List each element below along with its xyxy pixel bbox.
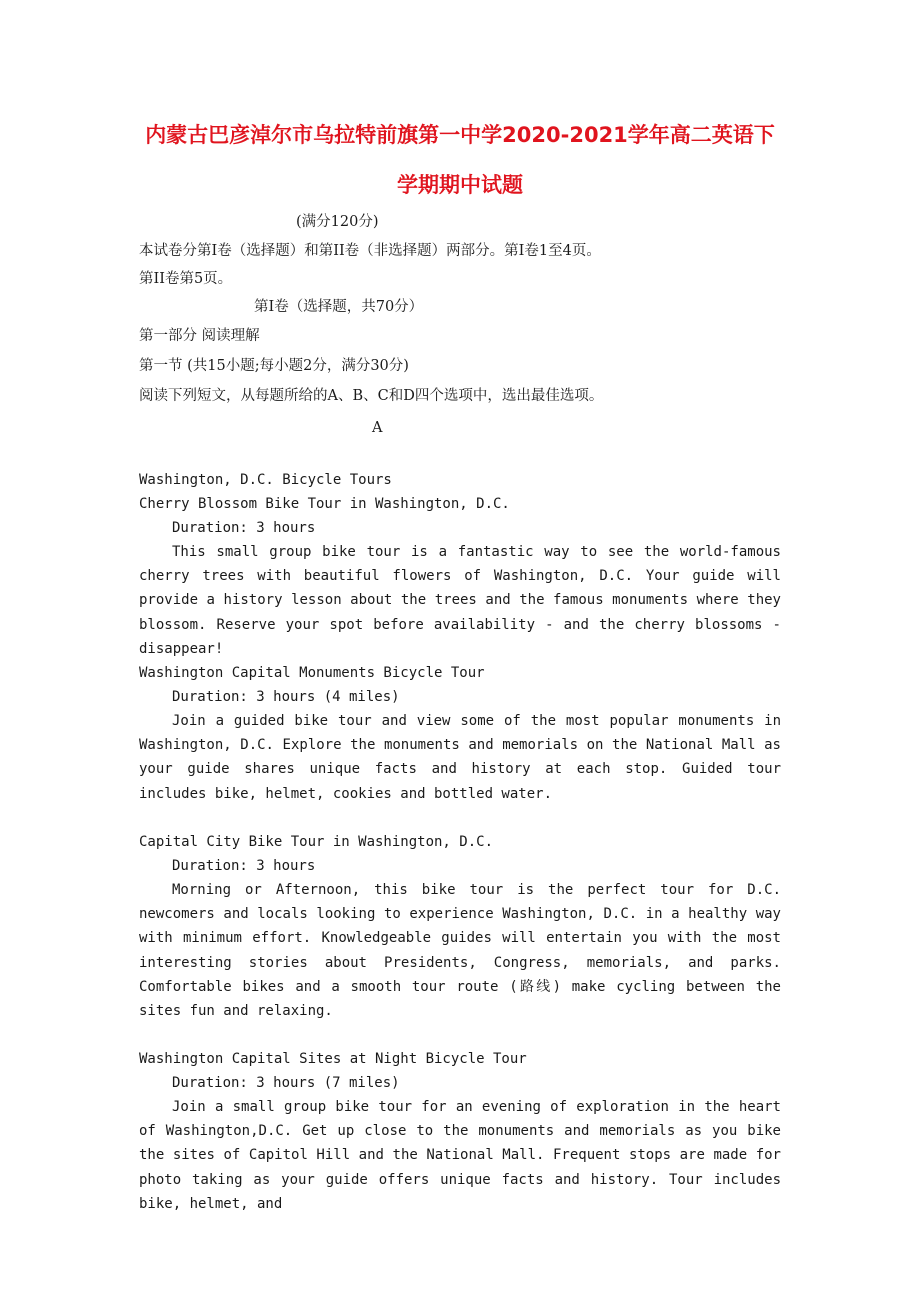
tour-description: Join a guided bike tour and view some of the most popular monuments in Washington, D.C. Explore the monuments and memorials on the National Mall as your guide shares unique facts and history at each stop. Guided tour includes bike, helmet, cookies and bottled water.: [139, 713, 781, 802]
tour-name: Washington Capital Monuments Bicycle Tour: [139, 665, 485, 681]
tour-description: Join a small group bike tour for an evening of exploration in the heart of Washington,D.C. Get up close to the monuments and memorials as you bike the sites of Capitol Hill and the National Mall. Frequent stops are made for photo taking as your guide offers unique facts and history. Tour includes bike, helmet, and: [139, 1099, 781, 1212]
intro-line-2: 第II卷第5页。: [139, 271, 233, 287]
tour-name: Capital City Bike Tour in Washington, D.C.: [139, 834, 494, 850]
title-line-2: 学期期中试题: [397, 173, 523, 197]
title-line-1: 内蒙古巴彦淖尔市乌拉特前旗第一中学2020-2021学年高二英语下: [145, 123, 775, 147]
score-note: (满分120分): [296, 214, 379, 230]
instructions: 阅读下列短文，从每题所给的A、B、C和D四个选项中，选出最佳选项。: [139, 388, 604, 404]
tour-name: Cherry Blossom Bike Tour in Washington, D.C.: [139, 496, 510, 512]
passage-label: A: [372, 420, 383, 436]
tour-duration: Duration: 3 hours: [172, 520, 316, 536]
tour-description: This small group bike tour is a fantastic way to see the world-famous cherry trees with beautiful flowers of Washington, D.C. Your guide will provide a history lesson about the trees and the famous monuments where they blossom. Reserve your spot before availability - and the cherry blossoms - disappear!: [139, 544, 781, 657]
tour-duration: Duration: 3 hours (4 miles): [172, 689, 400, 705]
section-1-heading: 第一节 (共15小题;每小题2分，满分30分): [139, 358, 409, 374]
tour-duration: Duration: 3 hours (7 miles): [172, 1075, 400, 1091]
volume-1-heading: 第Ⅰ卷（选择题，共70分）: [254, 299, 424, 315]
intro-line-1: 本试卷分第Ⅰ卷（选择题）和第II卷（非选择题）两部分。第Ⅰ卷1至4页。: [139, 243, 601, 259]
part-1-heading: 第一部分 阅读理解: [139, 328, 260, 344]
tour-name: Washington Capital Sites at Night Bicycle Tour: [139, 1051, 527, 1067]
tour-description: Morning or Afternoon, this bike tour is the perfect tour for D.C. newcomers and locals looking to experience Washington, D.C. in a healthy way with minimum effort. Knowledgeable guides will entertain you with the most interesting stories about Presidents, Congress, memorials, and parks. Comfortable bikes and a smooth tour route (路线) make cycling between the sites fun and relaxing.: [139, 882, 781, 1020]
passage-title: Washington, D.C. Bicycle Tours: [139, 472, 392, 488]
tour-duration: Duration: 3 hours: [172, 858, 316, 874]
